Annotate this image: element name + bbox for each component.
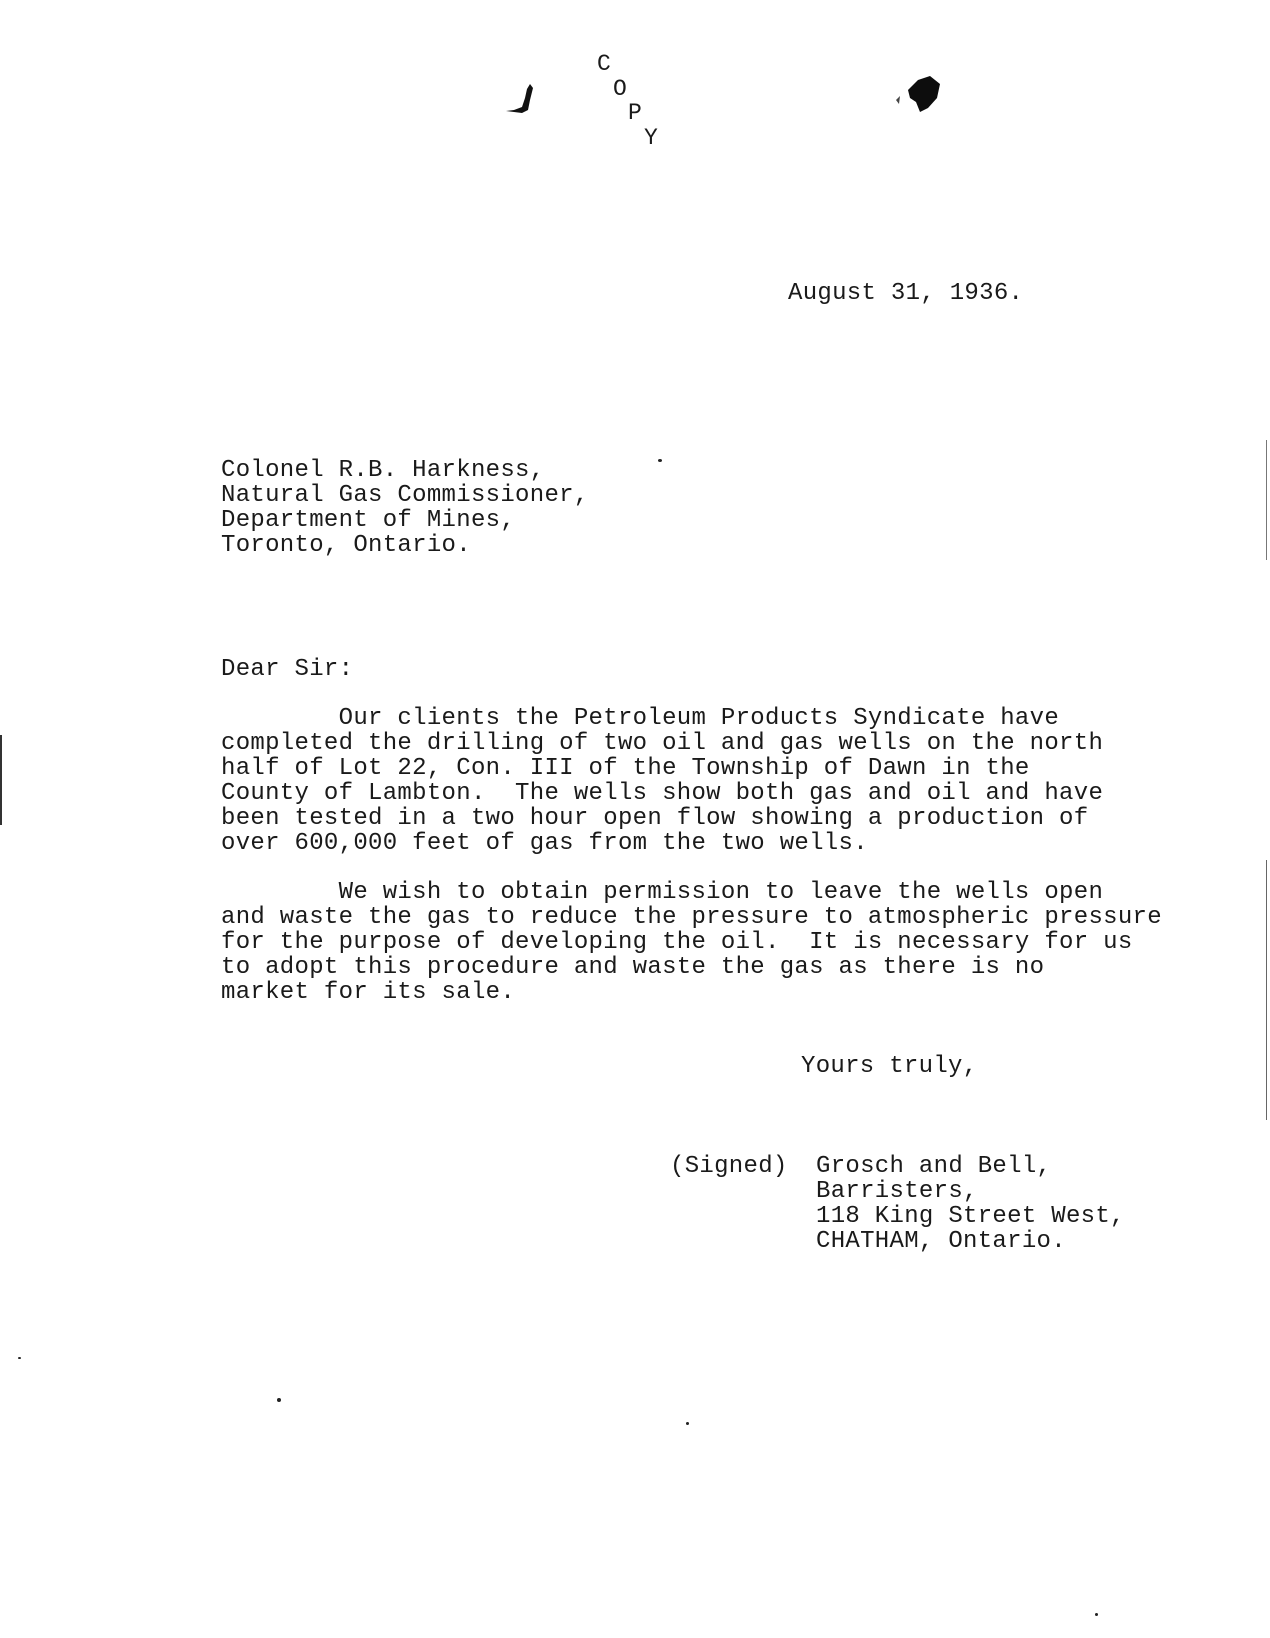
- scan-speck: [686, 1422, 689, 1425]
- closing: Yours truly,: [801, 1053, 978, 1080]
- copy-letter-y: Y: [644, 125, 658, 151]
- salutation: Dear Sir:: [221, 656, 354, 683]
- copy-letter-c: C: [597, 51, 611, 77]
- recipient-line: Colonel R.B. Harkness,: [221, 457, 545, 484]
- recipient-line: Toronto, Ontario.: [221, 532, 471, 559]
- scan-speck: [658, 459, 662, 462]
- scan-speck: [18, 1357, 21, 1359]
- copy-letter-p: P: [628, 100, 642, 126]
- copy-letter-o: O: [613, 76, 627, 102]
- paragraph-line: half of Lot 22, Con. III of the Township of Dawn in the: [221, 755, 1030, 782]
- punch-hole-left: [500, 80, 540, 125]
- recipient-line: Natural Gas Commissioner,: [221, 482, 589, 509]
- signed-label: (Signed): [670, 1153, 788, 1180]
- scan-edge-mark: [1266, 440, 1267, 560]
- paragraph-line: County of Lambton. The wells show both gas and oil and have: [221, 780, 1104, 807]
- scan-speck: [1095, 1613, 1098, 1616]
- scan-edge-mark: [0, 735, 2, 825]
- paragraph-line: been tested in a two hour open flow showing a production of: [221, 805, 1089, 832]
- signature-line: Barristers,: [816, 1178, 978, 1205]
- paragraph-line: We wish to obtain permission to leave the wells open: [221, 879, 1104, 906]
- paragraph-line: to adopt this procedure and waste the gas as there is no: [221, 954, 1045, 981]
- signature-line: 118 King Street West,: [816, 1203, 1125, 1230]
- letter-date: August 31, 1936.: [788, 280, 1024, 307]
- paragraph-line: market for its sale.: [221, 979, 516, 1006]
- paragraph-line: over 600,000 feet of gas from the two wells.: [221, 830, 868, 857]
- paragraph-line: Our clients the Petroleum Products Syndicate have: [221, 705, 1060, 732]
- recipient-line: Department of Mines,: [221, 507, 516, 534]
- scan-speck: [277, 1398, 281, 1402]
- paragraph-line: and waste the gas to reduce the pressure to atmospheric pressure: [221, 904, 1162, 931]
- signature-line: CHATHAM, Ontario.: [816, 1228, 1066, 1255]
- paragraph-line: completed the drilling of two oil and gas wells on the north: [221, 730, 1104, 757]
- scan-edge-mark: [1266, 860, 1267, 1120]
- signature-line: Grosch and Bell,: [816, 1153, 1052, 1180]
- paragraph-line: for the purpose of developing the oil. It is necessary for us: [221, 929, 1133, 956]
- punch-hole-right: [890, 72, 950, 122]
